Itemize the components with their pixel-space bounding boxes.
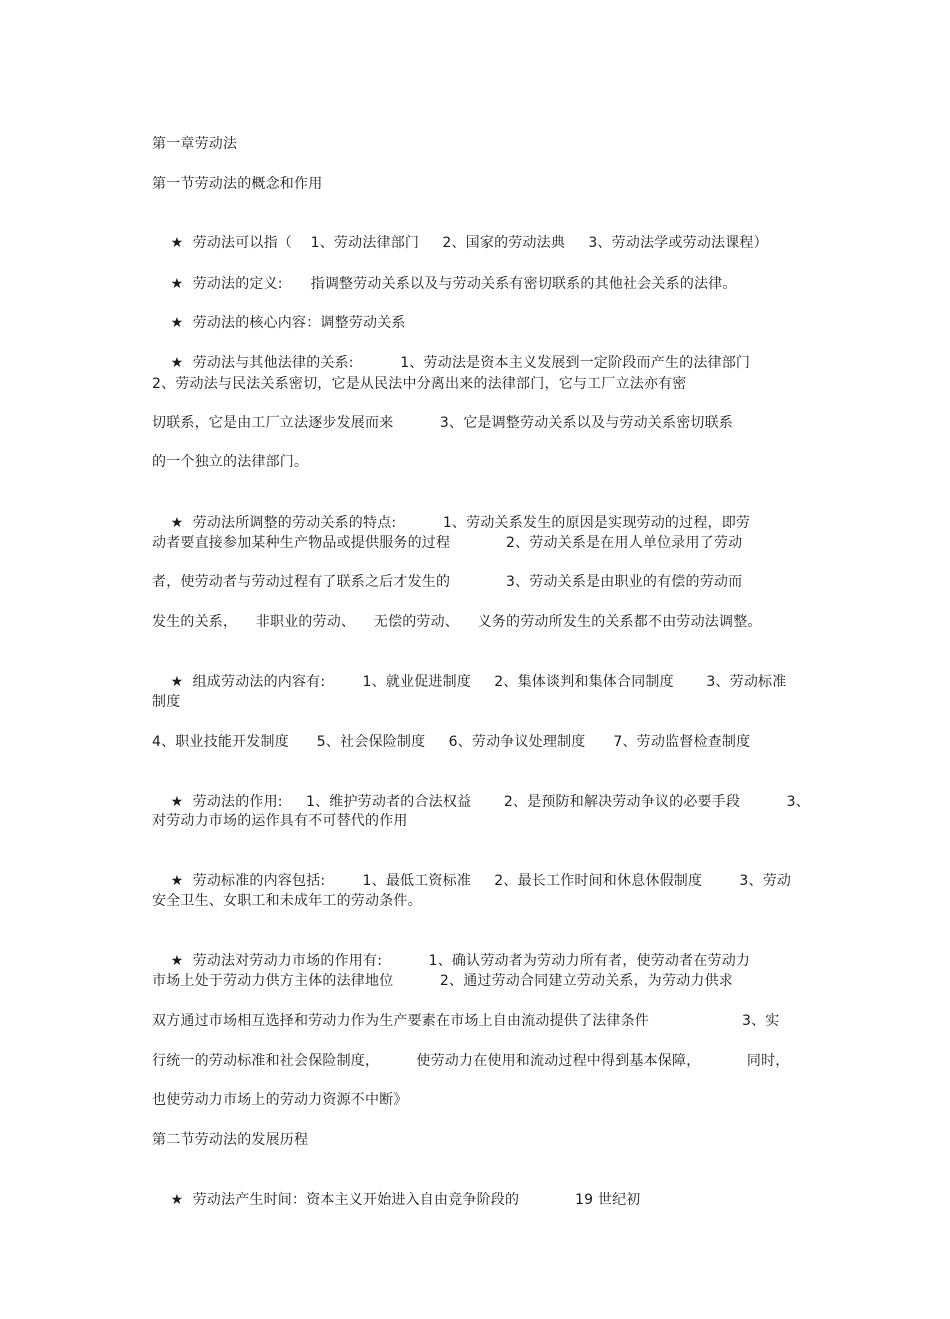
star-icon: ★ <box>170 355 184 371</box>
star-icon: ★ <box>170 873 184 889</box>
bullet-item <box>152 1170 640 1230</box>
bullet-text: 劳动法的定义: 指调整劳动关系以及与劳动关系有密切联系的其他社会关系的法律。 <box>192 276 737 292</box>
paragraph-line: 者，使劳动者与劳动过程有了联系之后才发生的 3、劳动关系是由职业的有偿的劳动而 <box>152 574 743 590</box>
paragraph-line: 双方通过市场相互选择和劳动力作为生产要素在市场上自由流动提供了法律条件 3、实 <box>152 1013 780 1029</box>
paragraph-line: 行统一的劳动标准和社会保险制度， 使劳动力在使用和流动过程中得到基本保障， 同时， <box>152 1053 790 1069</box>
bullet-item <box>152 652 786 712</box>
bullet-text: 劳动法可以指（ 1、劳动法律部门 2、国家的劳动法典 3、劳动法学或劳动法课程） <box>192 235 768 251</box>
chapter-title: 第一章劳动法 <box>152 136 238 152</box>
bullet-text: 劳动法产生时间：资本主义开始进入自由竞争阶段的 19 世纪初 <box>192 1192 641 1208</box>
star-icon: ★ <box>170 515 184 531</box>
bullet-text: 劳动法对劳动力市场的作用有: 1、确认劳动者为劳动力所有者，使劳动者在劳动力 <box>192 953 751 969</box>
paragraph-line: 切联系，它是由工厂立法逐步发展而来 3、它是调整劳动关系以及与劳动关系密切联系 <box>152 415 734 431</box>
star-icon: ★ <box>170 674 184 690</box>
section-title: 第二节劳动法的发展历程 <box>152 1132 309 1148</box>
star-icon: ★ <box>170 276 184 292</box>
bullet-text: 劳动标准的内容包括: 1、最低工资标准 2、最长工作时间和休息休假制度 3、劳动 <box>192 873 792 889</box>
bullet-text: 劳动法与其他法律的关系: 1、劳动法是资本主义发展到一定阶段而产生的法律部门 <box>192 355 751 371</box>
star-icon: ★ <box>170 235 184 251</box>
star-icon: ★ <box>170 953 184 969</box>
section-title: 第一节劳动法的概念和作用 <box>152 176 323 192</box>
star-icon: ★ <box>170 1192 184 1208</box>
paragraph-line: 对劳动力市场的运作具有不可替代的作用 <box>152 813 408 829</box>
paragraph-line: 动者要直接参加某种生产物品或提供服务的过程 2、劳动关系是在用人单位录用了劳动 <box>152 535 743 551</box>
bullet-text: 劳动法的核心内容：调整劳动关系 <box>192 315 406 331</box>
bullet-text: 劳动法的作用: 1、维护劳动者的合法权益 2、是预防和解决劳动争议的必要手段 3、 <box>192 794 810 810</box>
paragraph-line: 的一个独立的法律部门。 <box>152 454 309 470</box>
star-icon: ★ <box>170 794 184 810</box>
bullet-text: 劳动法所调整的劳动关系的特点: 1、劳动关系发生的原因是实现劳动的过程，即劳 <box>192 515 751 531</box>
paragraph-line: 4、职业技能开发制度 5、社会保险制度 6、劳动争议处理制度 7、劳动监督检查制度 <box>152 734 751 750</box>
paragraph-line: 制度 <box>152 694 181 710</box>
paragraph-line: 市场上处于劳动力供方主体的法律地位 2、通过劳动合同建立劳动关系，为劳动力供求 <box>152 973 734 989</box>
paragraph-line: 安全卫生、女职工和未成年工的劳动条件。 <box>152 893 422 909</box>
paragraph-line: 也使劳动力市场上的劳动力资源不中断》 <box>152 1092 408 1108</box>
paragraph-line: 发生的关系， 非职业的劳动、 无偿的劳动、 义务的劳动所发生的关系都不由劳动法调整。 <box>152 614 762 630</box>
star-icon: ★ <box>170 315 184 331</box>
paragraph-line: 2、劳动法与民法关系密切，它是从民法中分离出来的法律部门，它与工厂立法亦有密 <box>152 376 687 392</box>
bullet-text: 组成劳动法的内容有: 1、就业促进制度 2、集体谈判和集体合同制度 3、劳动标准 <box>192 674 787 690</box>
